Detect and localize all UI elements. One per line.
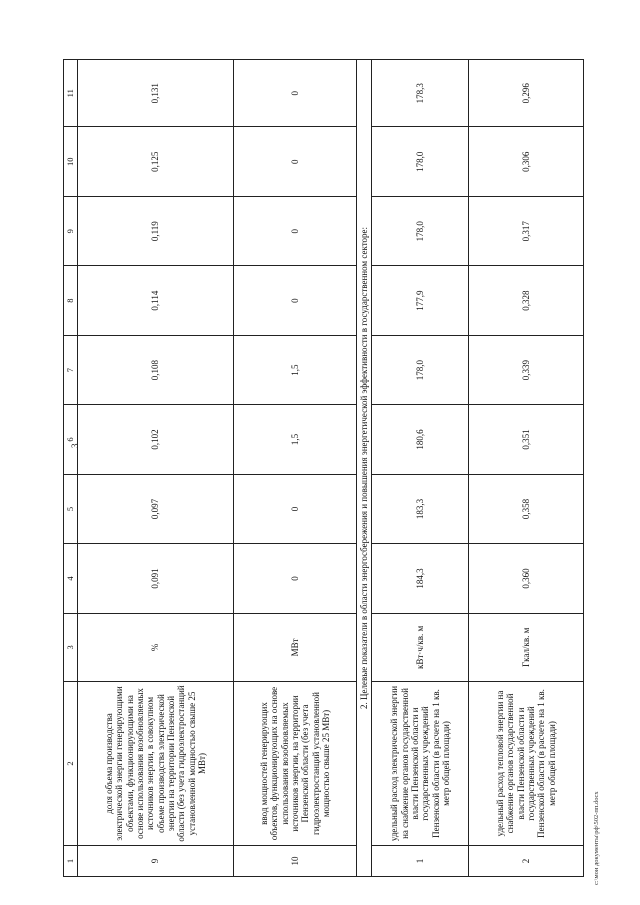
unit-cell: Гкал/кв. м [469, 613, 584, 681]
header-cell: 10 [64, 127, 78, 196]
value-cell: 178,0 [372, 127, 469, 196]
row-number: 10 [234, 845, 357, 876]
value-cell: 1,5 [234, 335, 357, 404]
value-cell: 0,091 [78, 544, 234, 613]
header-cell: 1 [64, 845, 78, 876]
value-cell: 0,131 [78, 60, 234, 128]
header-cell: 8 [64, 266, 78, 335]
value-cell: 0,306 [469, 127, 584, 196]
unit-cell: МВт [234, 613, 357, 681]
value-cell: 0 [234, 60, 357, 128]
value-cell: 0,358 [469, 474, 584, 543]
header-cell: 7 [64, 335, 78, 404]
header-cell: 4 [64, 544, 78, 613]
table-row [372, 60, 469, 877]
header-cell: 5 [64, 474, 78, 543]
value-cell: 0,296 [469, 60, 584, 128]
value-cell: 0,108 [78, 335, 234, 404]
value-cell: 178,0 [372, 335, 469, 404]
header-cell: 2 [64, 682, 78, 846]
value-cell: 178,3 [372, 60, 469, 128]
indicator-description: ввод мощностей генерирующих объектов, функционирующих на основе использования возобновляемых источников энергии, на территории Пензенской области (без учета гидроэлектростанций установленной мощностью свыше 25 МВт) [234, 682, 357, 846]
value-cell: 0,102 [78, 405, 234, 474]
indicators-table-rotated [63, 59, 584, 877]
section-title: 2. Целевые показатели в области энергосбережения и повышения энергетической эффективности в государственном секторе: [357, 60, 372, 877]
value-cell: 178,0 [372, 196, 469, 265]
value-cell: 0 [234, 266, 357, 335]
value-cell: 177,9 [372, 266, 469, 335]
indicators-table [63, 59, 584, 877]
page-number: 3 [70, 443, 80, 448]
value-cell: 0 [234, 196, 357, 265]
unit-cell: % [78, 613, 234, 681]
value-cell: 0,317 [469, 196, 584, 265]
file-path-footer: c:\мои документы\рф\502-пп.docx [593, 791, 600, 885]
section-row [357, 60, 372, 877]
value-cell: 183,3 [372, 474, 469, 543]
header-cell: 3 [64, 613, 78, 681]
value-cell: 0 [234, 127, 357, 196]
value-cell: 0,114 [78, 266, 234, 335]
indicator-description: удельный расход тепловой энергии на снабжение органов государственной власти Пензенской области и государственных учреждений Пензенской области (в расчете на 1 кв. метр общей площади) [469, 682, 584, 846]
table-row [234, 60, 357, 877]
table-row [469, 60, 584, 877]
header-cell: 11 [64, 60, 78, 128]
indicator-description: доля объема производства электрической энергии генерирующими объектами, функционирующими на основе использования возобновляемых источников энергии, в совокупном объеме производства электрической энергии на территории Пензенской области (без учета гидроэлектростанций установленной мощностью свыше 25 МВт) [78, 682, 234, 846]
value-cell: 0,097 [78, 474, 234, 543]
value-cell: 1,5 [234, 405, 357, 474]
table-row [78, 60, 234, 877]
value-cell: 0,125 [78, 127, 234, 196]
value-cell: 0,339 [469, 335, 584, 404]
header-cell: 9 [64, 196, 78, 265]
indicator-description: удельный расход электрической энергии на снабжение органов государственной власти Пензенской области и государственных учреждений Пензенской области (в расчете на 1 кв. метр общей площади) [372, 682, 469, 846]
value-cell: 0,351 [469, 405, 584, 474]
value-cell: 0 [234, 474, 357, 543]
row-number: 9 [78, 845, 234, 876]
row-number: 2 [469, 845, 584, 876]
header-cell: 6 [64, 405, 78, 474]
value-cell: 180,6 [372, 405, 469, 474]
unit-cell: кВт·ч/кв. м [372, 613, 469, 681]
value-cell: 0 [234, 544, 357, 613]
header-row [64, 60, 78, 877]
value-cell: 0,360 [469, 544, 584, 613]
row-number: 1 [372, 845, 469, 876]
value-cell: 184,3 [372, 544, 469, 613]
value-cell: 0,119 [78, 196, 234, 265]
value-cell: 0,328 [469, 266, 584, 335]
